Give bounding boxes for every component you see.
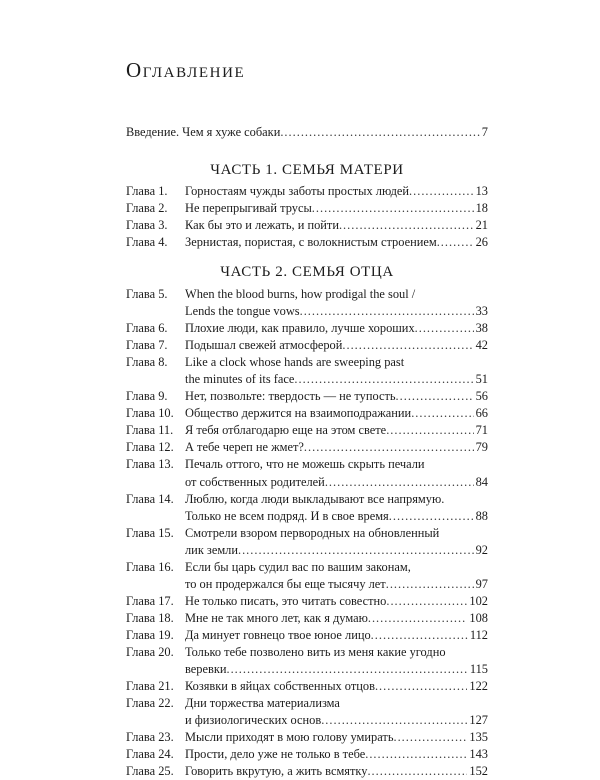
dot-leader: [367, 763, 467, 780]
part-1-title: ЧАСТЬ 1. СЕМЬЯ МАТЕРИ: [210, 162, 404, 178]
chapter-title: Да минует говнецо твое юное лицо: [185, 627, 371, 642]
dot-leader: [312, 200, 474, 217]
page-number: 127: [469, 713, 488, 728]
chapter-title: Если бы царь судил вас по вашим законам,: [185, 559, 411, 574]
chapter-label: Глава 22.: [126, 696, 174, 711]
chapter-title: Нет, позвольте: твердость — не тупость: [185, 389, 396, 404]
chapter-title: Прости, дело уже не только в тебе: [185, 747, 366, 762]
dot-leader: [294, 371, 473, 388]
dot-leader: [321, 712, 467, 729]
toc-entry: [126, 678, 488, 695]
toc-entry: [126, 234, 488, 251]
chapter-label: Глава 18.: [126, 610, 174, 625]
toc-entry: [126, 422, 488, 439]
chapter-title: Подышал свежей атмосферой: [185, 338, 343, 353]
toc-entry: [126, 729, 488, 746]
chapter-label: Глава 10.: [126, 406, 174, 421]
toc-entry: [126, 217, 488, 234]
page-number: 152: [469, 764, 488, 779]
chapter-title: the minutes of its face: [185, 372, 295, 387]
chapter-label: Глава 14.: [126, 491, 174, 506]
chapter-label: Глава 11.: [126, 423, 174, 438]
dot-leader: [386, 593, 467, 610]
chapter-label: Глава 24.: [126, 747, 174, 762]
chapter-title: веревки: [185, 662, 227, 677]
toc-entry: [126, 559, 488, 593]
page-number: 13: [475, 184, 488, 198]
page-number: 56: [475, 389, 488, 404]
toc-entry: [126, 593, 488, 610]
toc-entry: [126, 610, 488, 627]
chapter-title: Люблю, когда люди выкладывают все напрямую.: [185, 491, 445, 506]
page-number: 143: [469, 747, 488, 762]
dot-leader: [325, 474, 474, 491]
page-number: 122: [469, 679, 488, 694]
page-number: 71: [475, 423, 488, 438]
dot-leader: [371, 627, 468, 644]
part-2-chapter-list: [126, 286, 488, 780]
chapter-label: Глава 8.: [126, 355, 168, 370]
chapter-label: Глава 15.: [126, 525, 174, 540]
chapter-title: Я тебя отблагодарю еще на этом свете: [185, 423, 387, 438]
toc-entry: [126, 337, 488, 354]
chapter-title: от собственных родителей: [185, 474, 325, 489]
dot-leader: [409, 183, 474, 200]
toc-entry: [126, 320, 488, 337]
dot-leader: [389, 508, 474, 525]
chapter-title: Горностаям чужды заботы простых людей: [185, 184, 410, 198]
dot-leader: [368, 610, 468, 627]
chapter-title: то он продержался бы еще тысячу лет: [185, 576, 386, 591]
page-number: 92: [475, 542, 488, 557]
chapter-title: Говорить вкрутую, а жить всмятку: [185, 764, 368, 779]
dot-leader: [386, 422, 473, 439]
dot-leader: [226, 661, 467, 678]
intro-title: Введение. Чем я хуже собаки: [126, 125, 281, 139]
page-number: 21: [475, 218, 488, 233]
chapter-title: Мне не так много лет, как я думаю: [185, 610, 368, 625]
chapter-title: Плохие люди, как правило, лучше хороших: [185, 321, 415, 336]
dot-leader: [365, 746, 467, 763]
chapter-title: Смотрели взором первородных на обновленный: [185, 525, 440, 540]
dot-leader: [411, 405, 473, 422]
dot-leader: [304, 439, 474, 456]
toc-entry: [126, 491, 488, 525]
chapter-label: Глава 21.: [126, 679, 174, 694]
chapter-title: Как бы это и лежать, и пойти: [185, 218, 339, 233]
chapter-label: Глава 3.: [126, 218, 168, 233]
page-number: 115: [469, 662, 488, 677]
chapter-title: Lends the tongue vows: [185, 304, 300, 319]
page-number: 135: [469, 730, 488, 745]
chapter-title: Зернистая, пористая, с волокнистым строением: [185, 235, 437, 250]
page-number: 88: [475, 508, 488, 523]
dot-leader: [396, 388, 474, 405]
dot-leader: [300, 303, 474, 320]
chapter-title: Козявки в яйцах собственных отцов: [185, 679, 375, 694]
chapter-label: Глава 4.: [126, 235, 168, 250]
chapter-label: Глава 13.: [126, 457, 174, 472]
page-number: 18: [475, 201, 488, 216]
page-number: 97: [475, 576, 488, 591]
page-number: 108: [469, 610, 488, 625]
page-number: 112: [469, 627, 488, 642]
toc-entry: [126, 763, 488, 780]
chapter-title: лик земли: [185, 542, 238, 557]
toc-entry: [126, 439, 488, 456]
chapter-label: Глава 12.: [126, 440, 174, 455]
page-number: 51: [475, 372, 488, 387]
chapter-title: Дни торжества материализма: [185, 696, 340, 711]
page-number: 38: [475, 321, 488, 336]
chapter-label: Глава 2.: [126, 201, 168, 216]
dot-leader: [342, 337, 473, 354]
chapter-label: Глава 25.: [126, 764, 174, 779]
page-number: 79: [475, 440, 488, 455]
page-number: 84: [475, 474, 488, 489]
part-2-title: ЧАСТЬ 2. СЕМЬЯ ОТЦА: [220, 264, 394, 280]
toc-entry: [126, 286, 488, 320]
dot-leader: [238, 542, 474, 559]
chapter-label: Глава 16.: [126, 559, 174, 574]
dot-leader: [386, 576, 474, 593]
dot-leader: [437, 234, 474, 251]
chapter-label: Глава 19.: [126, 627, 174, 642]
part-1-chapter-list: [126, 183, 488, 251]
chapter-label: Глава 9.: [126, 389, 168, 404]
toc-entry: [126, 695, 488, 729]
dot-leader: [393, 729, 467, 746]
chapter-label: Глава 7.: [126, 338, 168, 353]
chapter-label: Глава 5.: [126, 287, 168, 301]
toc-entry: [126, 525, 488, 559]
chapter-title: Мысли приходят в мою голову умирать: [185, 730, 394, 745]
page-number: 42: [475, 338, 488, 353]
chapter-title: Печаль оттого, что не можешь скрыть печали: [185, 457, 425, 472]
dot-leader: [339, 217, 474, 234]
chapter-label: Глава 20.: [126, 644, 174, 659]
dot-leader: [415, 320, 474, 337]
page-number: 33: [475, 304, 488, 319]
toc-entry: [126, 200, 488, 217]
chapter-title: А тебе череп не жмет?: [185, 440, 304, 455]
intro-page-number: 7: [481, 125, 488, 139]
intro-entry: [126, 124, 488, 140]
dot-leader: [280, 124, 479, 140]
toc-entry: [126, 388, 488, 405]
toc-entry: [126, 405, 488, 422]
chapter-title: Общество держится на взаимоподражании: [185, 406, 412, 421]
page-number: 26: [475, 235, 488, 250]
toc-entry: [126, 183, 488, 200]
chapter-title: When the blood burns, how prodigal the soul /: [185, 287, 416, 301]
chapter-title: и физиологических основ: [185, 713, 322, 728]
chapter-title: Like a clock whose hands are sweeping past: [185, 355, 405, 370]
toc-entry: [126, 456, 488, 490]
chapter-label: Глава 23.: [126, 730, 174, 745]
toc-title: Оглавление: [126, 58, 246, 82]
page-number: 66: [475, 406, 488, 421]
chapter-label: Глава 6.: [126, 321, 168, 336]
chapter-label: Глава 1.: [126, 184, 168, 198]
chapter-title: Только не всем подряд. И в свое время: [185, 508, 389, 523]
toc-entry: [126, 644, 488, 678]
toc-entry: [126, 354, 488, 388]
dot-leader: [375, 678, 467, 695]
page-number: 102: [469, 593, 488, 608]
chapter-title: Только тебе позволено вить из меня какие угодно: [185, 644, 446, 659]
chapter-title: Не перепрыгивай трусы: [185, 201, 312, 216]
chapter-title: Не только писать, это читать совестно: [185, 593, 387, 608]
toc-entry: [126, 627, 488, 644]
chapter-label: Глава 17.: [126, 593, 174, 608]
toc-entry: [126, 746, 488, 763]
